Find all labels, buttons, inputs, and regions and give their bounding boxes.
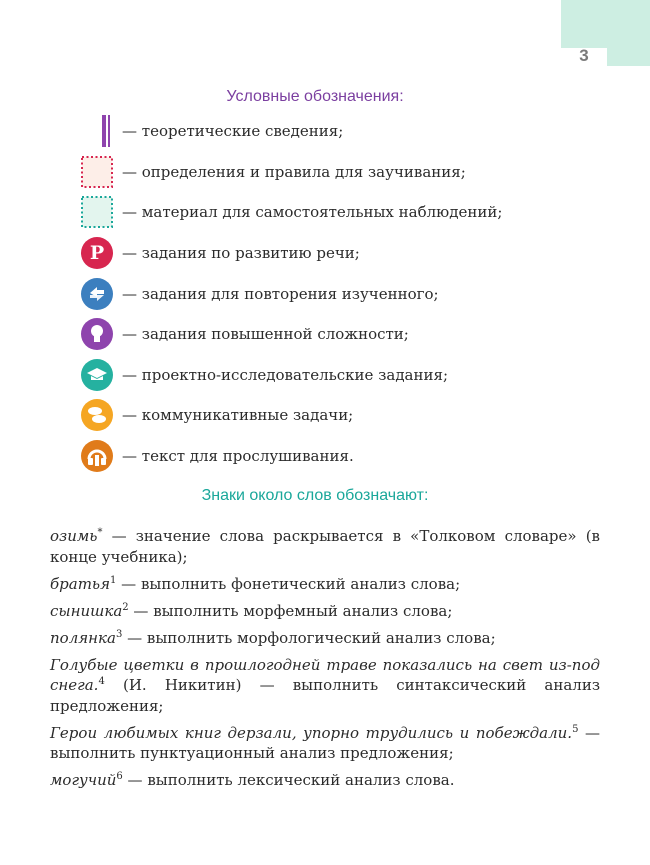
headphones-icon	[80, 439, 114, 473]
corner-tab-extension	[607, 48, 650, 66]
legend-item	[80, 236, 360, 270]
lightbulb-icon	[80, 317, 114, 351]
legend-item	[80, 439, 354, 473]
legend-item	[80, 358, 448, 392]
legend-title: Условные обозначения:	[226, 88, 404, 105]
legend-item	[80, 317, 409, 351]
sign-item: Герои любимых книг дерзали, упорно трудились и побеждали.$^5$ — выполнить пунктуационный анализ предложения;	[50, 723, 600, 762]
legend-item	[80, 195, 502, 229]
sign-item: братья$^1$ — выполнить фонетический анализ слова;	[50, 574, 461, 593]
legend-text: — определения и правила для заучивания;	[122, 163, 466, 181]
sign-item: озимь* — значение слова раскрывается в «Толковом словаре» (в конце учебника);	[50, 527, 600, 566]
repeat-icon	[80, 277, 114, 311]
sign-item: полянка$^3$ — выполнить морфологический анализ слова;	[50, 628, 496, 647]
sign-item: Голубые цветки в прошлогодней траве показались на свет из-под снега.$^4$ (И. Никитин) — выполнить синтаксический анализ предложения;	[50, 655, 600, 715]
teal-dotted-box-icon	[80, 195, 114, 229]
sign-item: сынишка$^2$ — выполнить морфемный анализ слова;	[50, 601, 453, 620]
legend-text: — задания для повторения изученного;	[122, 285, 439, 303]
sign-item: могучий$^6$ — выполнить лексический анализ слова.	[50, 771, 455, 789]
legend-item	[80, 398, 353, 432]
signs-title: Знаки около слов обозначают:	[201, 487, 429, 504]
legend-text: — задания повышенной сложности;	[122, 325, 409, 343]
legend-text: — проектно-исследовательские задания;	[122, 366, 449, 384]
signs-list	[50, 526, 600, 797]
speech-development-icon: Р	[80, 236, 114, 270]
chat-bubbles-icon	[80, 398, 114, 432]
legend-text: — теоретические сведения;	[122, 122, 344, 140]
corner-tab	[561, 0, 650, 48]
legend-text: — материал для самостоятельных наблюдений;	[122, 203, 503, 221]
double-bar-icon	[80, 114, 114, 148]
page-number: 3	[579, 46, 589, 65]
legend-item	[80, 155, 466, 189]
graduation-cap-icon	[80, 358, 114, 392]
legend-item	[80, 114, 343, 148]
legend-text: — текст для прослушивания.	[122, 447, 354, 465]
legend-item	[80, 277, 439, 311]
legend-text: — коммуникативные задачи;	[122, 406, 354, 424]
legend-text: — задания по развитию речи;	[122, 244, 360, 262]
red-dotted-box-icon	[80, 155, 114, 189]
